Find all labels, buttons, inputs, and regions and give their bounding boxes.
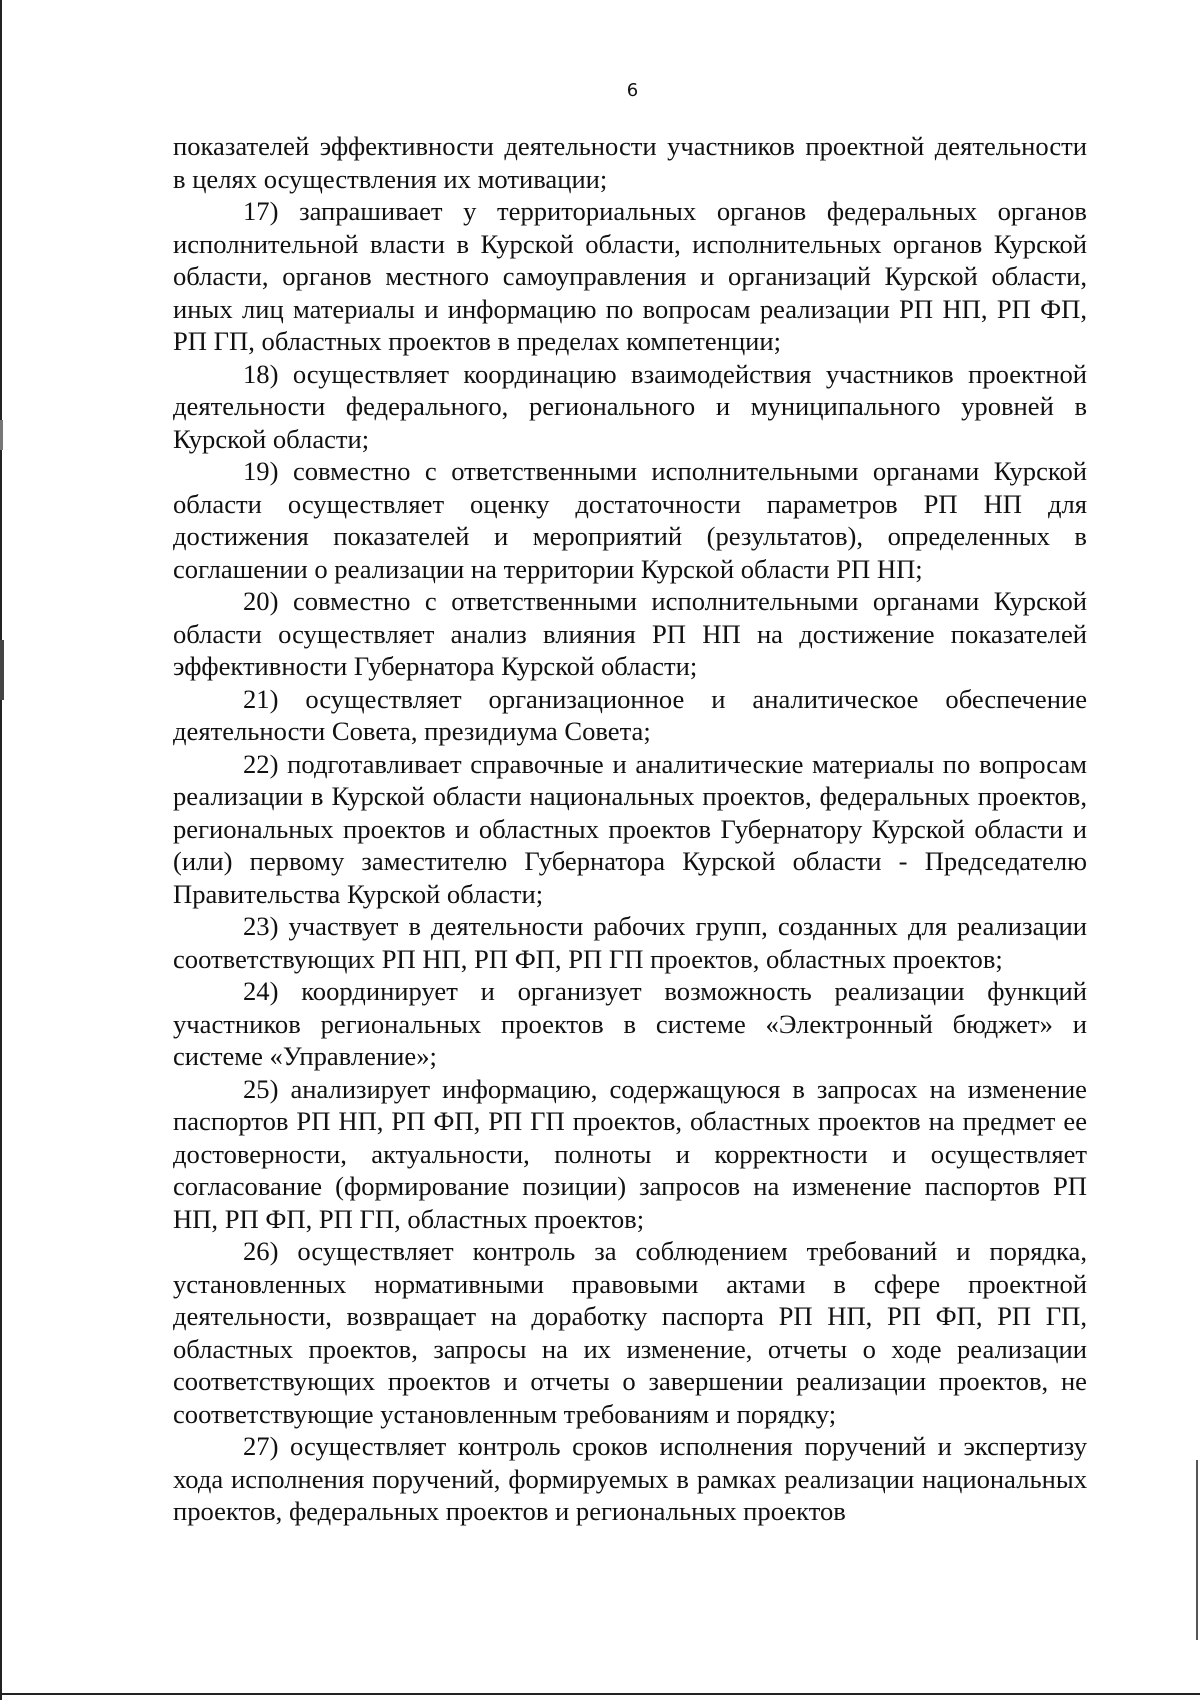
paragraph-item-21: 21) осуществляет организационное и аналитическое обеспечение деятельности Совета, президиума Совета;: [173, 683, 1087, 746]
page-number: 6: [626, 80, 639, 101]
paragraph-item-22: 22) подготавливает справочные и аналитические материалы по вопросам реализации в Курской области национальных проектов, федеральных проектов, региональных проектов и областных проектов Губернатору Курской области и (или) первому заместителю Губернатора Курской области - Председателю Правительства Курской области;: [173, 748, 1087, 909]
scan-mark-right: [1196, 1460, 1198, 1640]
paragraph-item-23: 23) участвует в деятельности рабочих групп, созданных для реализации соответствующих РП НП, РП ФП, РП ГП проектов, областных проектов;: [173, 911, 1087, 974]
paragraph-item-25: 25) анализирует информацию, содержащуюся в запросах на изменение паспортов РП НП, РП ФП, РП ГП проектов, областных проектов на предмет ее достоверности, актуальности, полноты и корректности и осуществляет согласование (формирование позиции) запросов на изменение паспортов РП НП, РП ФП, РП ГП, областных проектов;: [173, 1073, 1087, 1234]
paragraph-item-18: 18) осуществляет координацию взаимодействия участников проектной деятельности федерального, регионального и муниципального уровней в Курской области;: [173, 358, 1087, 454]
paragraph-item-20: 20) совместно с ответственными исполнительными органами Курской области осуществляет анализ влияния РП НП на достижение показателей эффективности Губернатора Курской области;: [173, 586, 1087, 681]
scan-edge-bottom: [0, 1693, 1200, 1695]
scan-edge-left: [0, 0, 2, 1700]
paragraph-item-19: 19) совместно с ответственными исполнительными органами Курской области осуществляет оценку достаточности параметров РП НП для достижения показателей и мероприятий (результатов), определенных в соглашении о реализации на территории Курской области РП НП;: [173, 456, 1087, 584]
paragraph-item-26: 26) осуществляет контроль за соблюдением требований и порядка, установленных нормативными правовыми актами в сфере проектной деятельности, возвращает на доработку паспорта РП НП, РП ФП, РП ГП, областных проектов, запросы на их изменение, отчеты о ходе реализации соответствующих проектов и отчеты о завершении реализации проектов, не соответствующие установленным требованиям и порядку;: [173, 1236, 1087, 1429]
scan-mark-left: [0, 640, 4, 700]
paragraph-item-27: 27) осуществляет контроль сроков исполнения поручений и экспертизу хода исполнения поручений, формируемых в рамках реализации национальных проектов, федеральных проектов и региональных проектов: [173, 1431, 1087, 1526]
paragraph-continuation: показателей эффективности деятельности участников проектной деятельности в целях осуществления их мотивации;: [173, 131, 1087, 194]
document-body: [173, 130, 1087, 1528]
paragraph-item-17: 17) запрашивает у территориальных органов федеральных органов исполнительной власти в Курской области, исполнительных органов Курской области, органов местного самоуправления и организаций Курской области, иных лиц материалы и информацию по вопросам реализации РП НП, РП ФП, РП ГП, областных проектов в пределах компетенции;: [173, 196, 1087, 356]
paragraph-item-24: 24) координирует и организует возможность реализации функций участников региональных проектов в системе «Электронный бюджет» и системе «Управление»;: [173, 976, 1087, 1071]
scan-mark-left: [0, 420, 3, 450]
